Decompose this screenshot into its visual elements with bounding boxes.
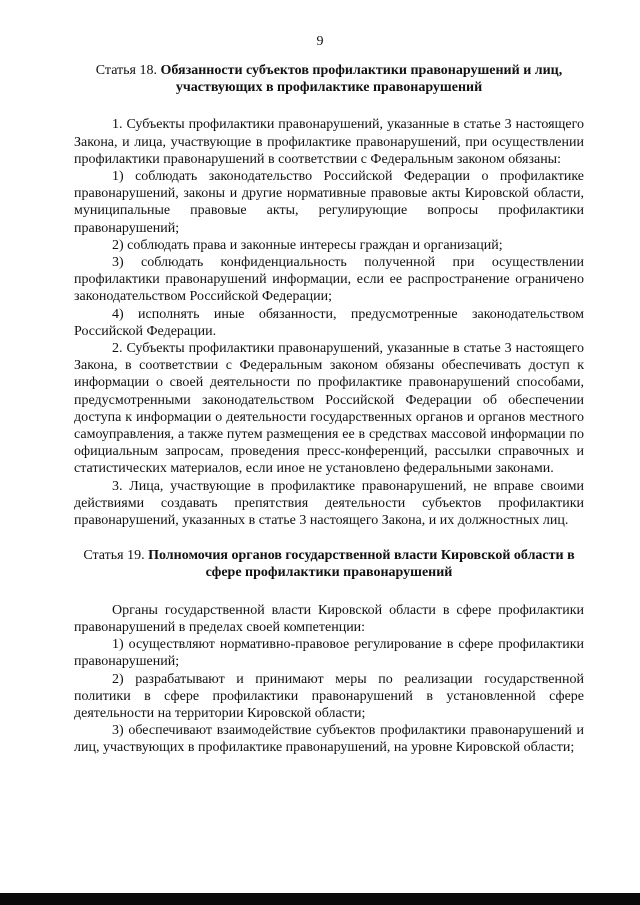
article-19-prefix: Статья 19. [83,548,149,564]
article-19-paragraph: 3) обеспечивают взаимодействие субъектов профилактики правонарушений и лиц, участвующих в профилактике правонарушений, на уровне Кировской области; [74,723,584,756]
article-18-paragraph: 4) исполнять иные обязанности, предусмотренные законодательством Российской Федерации. [74,306,584,339]
article-19-heading [74,547,584,581]
article-18-paragraph: 2. Субъекты профилактики правонарушений, указанные в статье 3 настоящего Закона, в соответствии с Федеральным законом обязаны обеспечивать доступ к информации о своей деятельности по профилактике правонарушений способами, предусмотренными законодательством Российской Федерации об обеспечении доступа к информации о деятельности государственных органов и органов местного самоуправления, а также путем размещения ее в средствах массовой информации по официальным запросам, проведения пресс-конференций, рассылки справочных и статистических материалов, если иное не установлено федеральными законами. [74,341,584,477]
article-19-paragraph: 2) разрабатывают и принимают меры по реализации государственной политики в сфере профилактики правонарушений в установленной сфере деятельности на территории Кировской области; [74,671,584,721]
spacer [74,529,584,547]
article-18-heading [74,62,584,96]
document-body [74,62,584,757]
scan-edge-bar [0,893,640,905]
article-19-paragraph: 1) осуществляют нормативно-правовое регулирование в сфере профилактики правонарушений; [74,637,584,670]
article-18-title: Обязанности субъектов профилактики правонарушений и лиц, участвующих в профилактике правонарушений [160,63,563,96]
article-18-paragraph: 2) соблюдать права и законные интересы граждан и организаций; [112,237,503,253]
article-18-paragraph: 1) соблюдать законодательство Российской Федерации о профилактике правонарушений, законы и другие нормативные правовые акты Кировской области, муниципальные правовые акты, регулирующие вопросы профилактики правонарушений; [74,169,584,236]
article-18-prefix: Статья 18. [95,63,161,78]
spacer [74,582,584,602]
article-19-title: Полномочия органов государственной власти Кировской области в сфере профилактики правонарушений [148,548,575,581]
article-18-paragraph: 1. Субъекты профилактики правонарушений, указанные в статье 3 настоящего Закона, и лица, участвующие в профилактике правонарушений, при осуществлении профилактики правонарушений в соответствии с Федеральным законом обязаны: [74,117,584,167]
article-18-paragraph: 3. Лица, участвующие в профилактике правонарушений, не вправе своими действиями создавать препятствия деятельности субъектов профилактики правонарушений, указанных в статье 3 настоящего Закона, и их должностных лиц. [74,478,584,529]
page-number: 9 [316,34,324,49]
article-19-paragraph: Органы государственной власти Кировской области в сфере профилактики правонарушений в пределах своей компетенции: [74,602,584,635]
spacer [74,96,584,116]
article-18-paragraph: 3) соблюдать конфиденциальность полученной при осуществлении профилактики правонарушений информации, если ее распространение ограничено законодательством Российской Федерации; [74,255,584,305]
